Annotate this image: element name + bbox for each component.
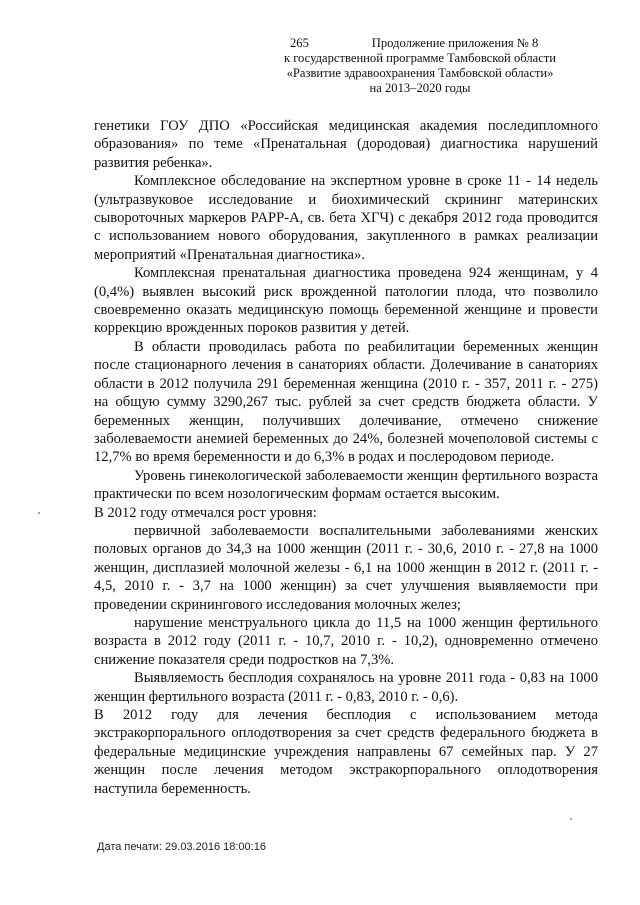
paragraph: Выявляемость бесплодия сохранялось на уровне 2011 года - 0,83 на 1000 женщин фертильного возраста (2011 г. - 0,83, 2010 г. - 0,6). — [94, 670, 598, 705]
paragraph: Комплексное обследование на экспертном уровне в сроке 11 - 14 недель (ультразвуковое исследование и биохимический скрининг материнских сывороточных маркеров PAPP-A, св. бета ХГЧ) с декабря 2012 года проводится с использованием нового оборудования, закупленного в рамках реализации мероприятий «Пренатальная диагностика». — [94, 173, 598, 263]
paragraph: Уровень гинекологической заболеваемости женщин фертильного возраста практически по всем нозологическим формам остается высоким. — [94, 467, 598, 503]
document-body — [94, 117, 598, 798]
print-date-footer: Дата печати: 29.03.2016 18:00:16 — [97, 841, 266, 853]
header-program-name: «Развитие здравоохранения Тамбовской области» — [286, 66, 554, 80]
list-item: первичной заболеваемости воспалительными заболеваниями женских половых органов до 34,3 на 1000 женщин (2011 г. - 30,6, 2010 г. - 27,8 на 1000 женщин, дисплазией молочной железы - 6,1 на 1000 женщин в 2012 г. (2011 г. - 4,5, 2010 г. - 3,7 на 1000 женщин) за счет улучшения выявляемости при проведении скринингового исследования молочных желез; — [94, 522, 598, 613]
list-item: нарушение менструального цикла до 11,5 на 1000 женщин фертильного возраста в 2012 году (2011 г. - 10,7, 2010 г. - 10,2), одновременно отмечено снижение показателя среди подростков на 7,3%. — [94, 614, 598, 668]
paragraph: В 2012 году отмечался рост уровня: — [94, 504, 317, 521]
appendix-title: Продолжение приложения № 8 — [371, 36, 539, 50]
header-program-line: к государственной программе Тамбовской области — [283, 51, 557, 65]
paragraph: В 2012 году для лечения бесплодия с использованием метода экстракорпорального оплодотворения за счет средств федерального бюджета в федеральные медицинские учреждения направлены 67 семейных пар. У 27 женщин после лечения методом экстракорпорального оплодотворения наступила беременность. — [94, 707, 598, 797]
page-number: 265 — [290, 36, 309, 50]
page-header — [240, 36, 600, 96]
scan-speck — [38, 512, 40, 514]
paragraph: генетики ГОУ ДПО «Российская медицинская академия последипломного образования» по теме «Пренатальная (дородовая) диагностика нарушений развития ребенка». — [94, 118, 598, 171]
paragraph: В области проводилась работа по реабилитации беременных женщин после стационарного лечения в санаториях области. Долечивание в санаториях области в 2012 получила 291 беременная женщина (2010 г. - 357, 2011 г. - 275) на общую сумму 3290,267 тыс. рублей за счет средств бюджета области. У беременных женщин, получивших долечивание, отмечено снижение заболеваемости анемией беременных до 24%, болезней мочеполовой системы с 12,7% во время беременности и до 6,3% в родах и послеродовом периоде. — [94, 338, 598, 466]
scan-speck — [570, 818, 572, 820]
header-years: на 2013–2020 годы — [369, 81, 471, 95]
paragraph: Комплексная пренатальная диагностика проведена 924 женщинам, у 4 (0,4%) выявлен высокий риск врожденной патологии плода, что позволило своевременно оказать медицинскую помощь беременной женщине и провести коррекцию врожденных пороков развития у детей. — [94, 265, 598, 337]
